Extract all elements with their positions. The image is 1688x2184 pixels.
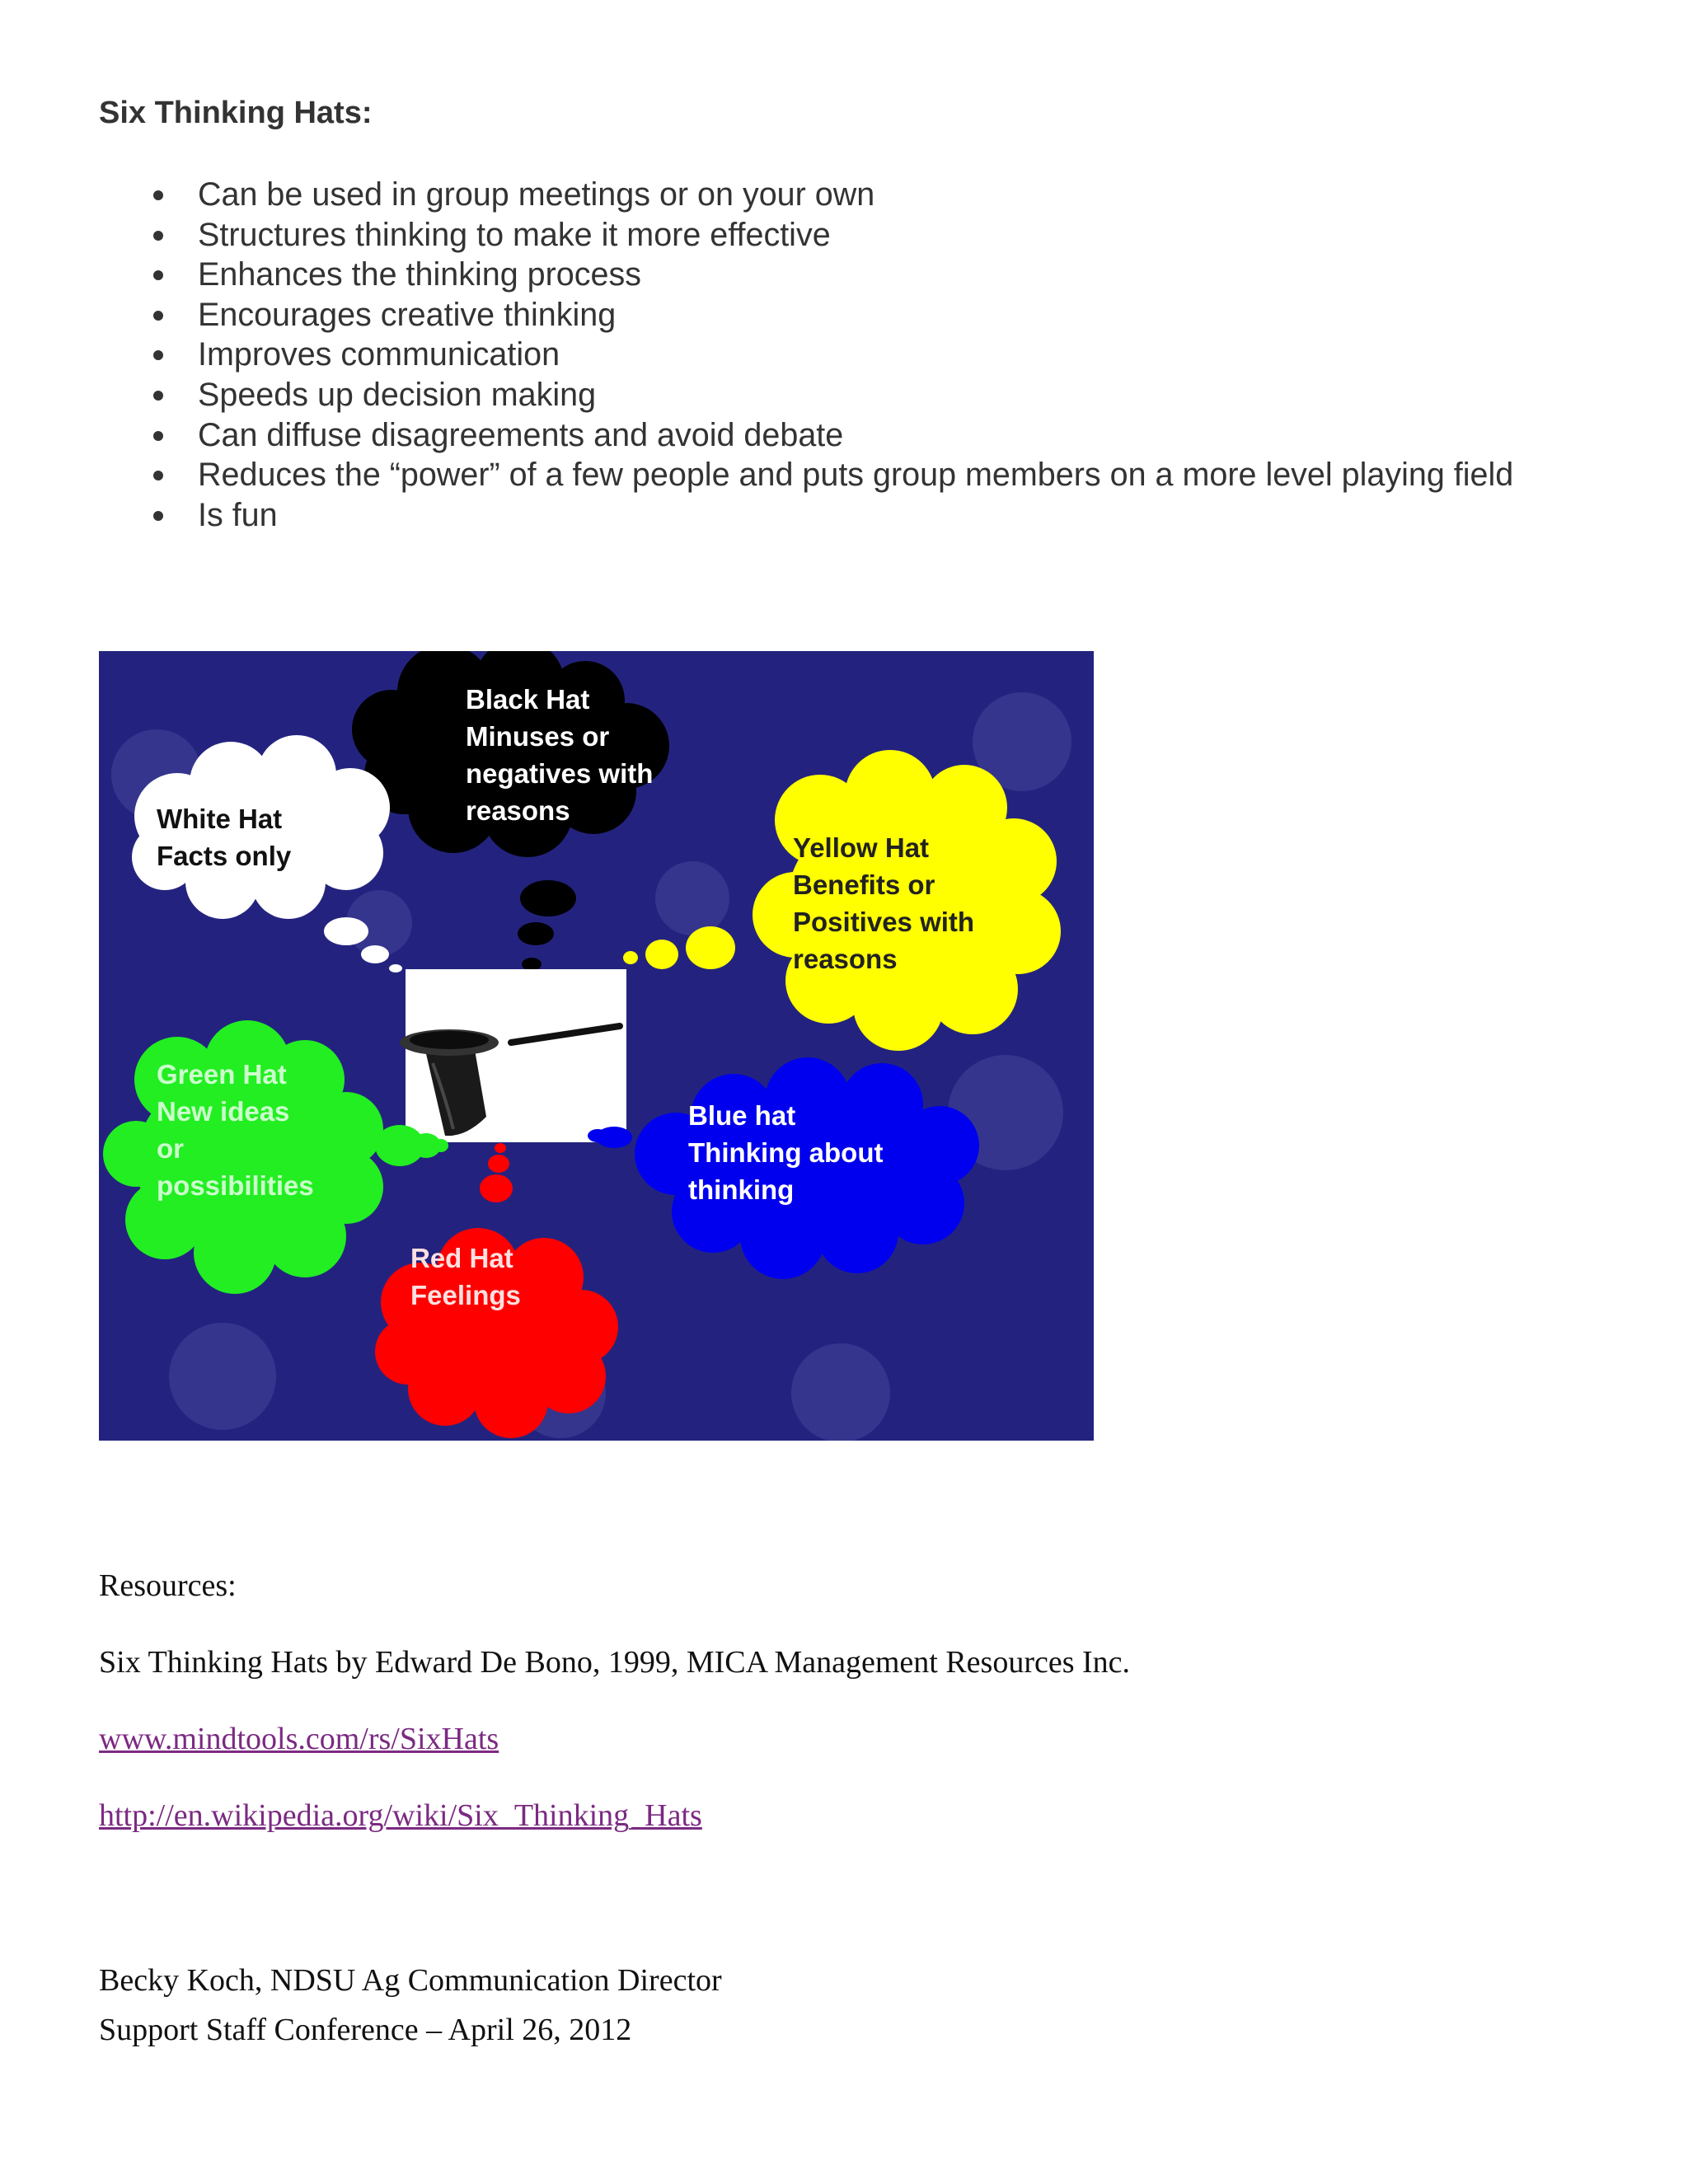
blue-hat-label: Blue hat Thinking about thinking <box>688 1100 884 1205</box>
bullet-icon <box>153 511 163 521</box>
list-item <box>99 295 1513 335</box>
list-item <box>99 495 1513 536</box>
six-hats-diagram <box>99 651 1094 1441</box>
list-item <box>99 175 1513 215</box>
six-hats-illustration <box>99 651 1094 1441</box>
red-hat-label: Red Hat Feelings <box>410 1243 521 1310</box>
list-item-text: Reduces the “power” of a few people and puts group members on a more level playing field <box>198 457 1514 494</box>
bullet-icon <box>153 391 163 401</box>
page-title: Six Thinking Hats: <box>99 96 373 130</box>
list-item-text: Structures thinking to make it more effective <box>198 216 831 253</box>
resource-link-wikipedia[interactable]: http://en.wikipedia.org/wiki/Six_Thinking_Hats <box>99 1798 702 1833</box>
bullet-icon <box>153 311 163 321</box>
white-hat-label: White Hat Facts only <box>157 804 292 871</box>
list-item <box>99 255 1513 295</box>
list-item-text: Encourages creative thinking <box>198 296 617 333</box>
list-item <box>99 335 1513 375</box>
list-item-text: Is fun <box>198 496 278 533</box>
bullet-icon <box>153 190 163 200</box>
bullet-icon <box>153 231 163 241</box>
list-item <box>99 455 1513 495</box>
bullet-icon <box>153 431 163 441</box>
author-line: Becky Koch, NDSU Ag Communication Director <box>99 1963 722 1998</box>
resource-link-mindtools[interactable]: www.mindtools.com/rs/SixHats <box>99 1722 499 1756</box>
list-item-text: Improves communication <box>198 336 560 373</box>
yellow-hat-label: Yellow Hat Benefits or Positives with reasons <box>793 832 975 974</box>
green-hat-label: Green Hat New ideas or possibilities <box>157 1059 314 1201</box>
list-item <box>99 215 1513 255</box>
resources-heading: Resources: <box>99 1568 237 1603</box>
bullet-icon <box>153 270 163 280</box>
list-item-text: Can diffuse disagreements and avoid debate <box>198 416 844 453</box>
list-item-text: Speeds up decision making <box>198 376 597 413</box>
event-line: Support Staff Conference – April 26, 2012 <box>99 2013 632 2047</box>
list-item-text: Can be used in group meetings or on your own <box>198 176 875 213</box>
list-item <box>99 415 1513 456</box>
bullet-icon <box>153 350 163 360</box>
bullet-icon <box>153 471 163 480</box>
benefits-list <box>99 175 1513 535</box>
list-item-text: Enhances the thinking process <box>198 256 641 293</box>
resource-book: Six Thinking Hats by Edward De Bono, 1999, MICA Management Resources Inc. <box>99 1645 1131 1680</box>
black-hat-label: Black Hat Minuses or negatives with reasons <box>466 684 654 826</box>
list-item <box>99 375 1513 415</box>
